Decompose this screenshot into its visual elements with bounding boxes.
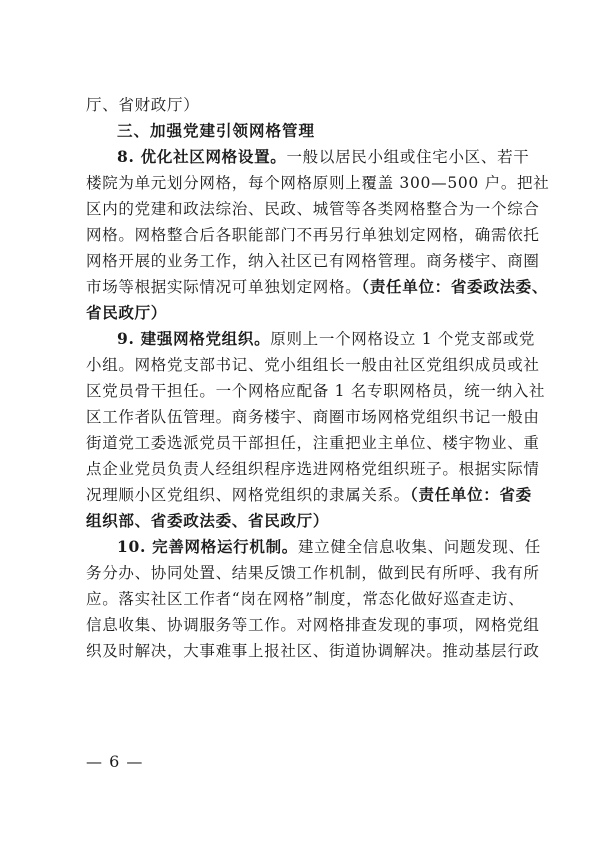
item-9-responsibility: （责任单位：省委 <box>410 485 532 504</box>
item-9-line-4: 区工作者队伍管理。商务楼宇、商圈市场网格党组织书记一般由 <box>86 408 540 426</box>
item-8-line-6 <box>86 274 549 300</box>
item-10-line-2: 务分办、协同处置、结果反馈工作机制，做到民有所呼、我有所 <box>86 564 540 582</box>
item-10-line-5: 织及时解决，大事难事上报社区、街道协调解决。推动基层行政 <box>86 642 540 660</box>
item-8-line-5: 网格开展的业务工作，纳入社区已有网格管理。商务楼宇、商圈 <box>86 252 540 270</box>
item-10-line-3: 应。落实社区工作者“岗在网格”制度，常态化做好巡查走访、 <box>86 590 525 608</box>
item-9-line-5: 街道党工委选派党员干部担任，注重把业主单位、楼宇物业、重 <box>86 434 540 452</box>
continuation-line <box>86 92 524 118</box>
item-8-title: 8. 优化社区网格设置。 <box>117 147 287 166</box>
item-8-responsibility: （责任单位：省委政法委、 <box>361 277 549 296</box>
continuation-text: 厅、省财政厅） <box>86 96 200 114</box>
item-9-line-1 <box>86 326 536 352</box>
item-10-title: 10. 完善网格运行机制。 <box>117 537 298 556</box>
item-9-text: 况理顺小区党组织、网格党组织的隶属关系。 <box>86 486 411 504</box>
item-8-line-3: 区内的党建和政法综治、民政、城管等各类网格整合为一个综合 <box>86 200 540 218</box>
item-9-text: 原则上一个网格设立 1 个党支部或党 <box>270 330 536 348</box>
item-9-line-6: 点企业党员负责人经组织程序选进网格党组织班子。根据实际情 <box>86 460 540 478</box>
item-8-line-7: 省民政厅） <box>86 303 168 322</box>
item-9-title: 9. 建强网格党组织。 <box>117 329 271 348</box>
item-8-text: 一般以居民小组或住宅小区、若干 <box>286 148 530 166</box>
item-8-line-2: 楼院为单元划分网格，每个网格原则上覆盖 300—500 户。把社 <box>86 174 550 192</box>
item-10-text: 建立健全信息收集、问题发现、任 <box>297 538 541 556</box>
item-9-line-7 <box>86 482 532 508</box>
section-heading: 三、加强党建引领网格管理 <box>117 122 316 140</box>
item-9-line-3: 区党员骨干担任。一个网格应配备 1 名专职网格员，统一纳入社 <box>86 382 546 400</box>
document-body <box>86 92 550 664</box>
item-8-text: 市场等根据实际情况可单独划定网格。 <box>86 278 362 296</box>
item-8-line-4: 网格。网格整合后各职能部门不再另行单独划定网格，确需依托 <box>86 226 540 244</box>
item-10-line-4: 信息收集、协调服务等工作。对网格排查发现的事项，网格党组 <box>86 616 540 634</box>
item-10-line-1 <box>86 534 541 560</box>
page-number: — 6 — <box>86 752 144 771</box>
item-9-line-2: 小组。网格党支部书记、党小组组长一般由社区党组织成员或社 <box>86 356 540 374</box>
item-9-line-8: 组织部、省委政法委、省民政厅） <box>86 511 330 530</box>
item-8-line-1 <box>86 144 530 170</box>
